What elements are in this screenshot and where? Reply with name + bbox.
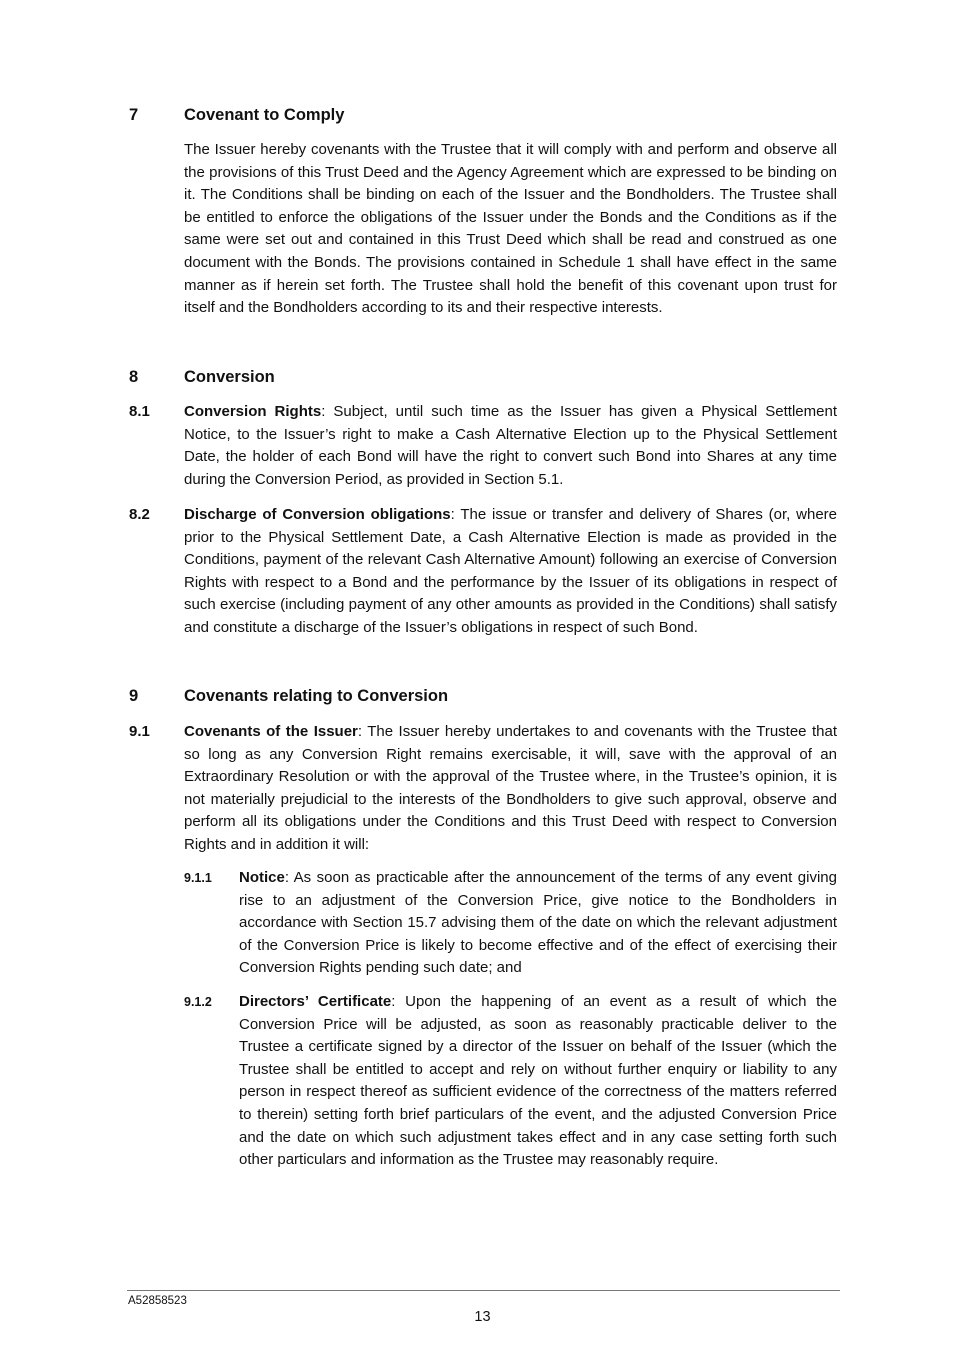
clause-lead: Directors’ Certificate xyxy=(239,993,392,1010)
clause-text: : The issue or transfer and delivery of Shares (or, where prior to the Physical Settlement Date, a Cash Alternative Election is made as provided in the Conditions, payment of the relevant Cash Alternative Amount) following an exercise of Conversion Rights with respect to a Bond and the performance by the Issuer of its obligations in respect of such exercise (including payment of any other amounts as provided in the Conditions) shall satisfy and constitute a discharge of the Issuer’s obligations in respect of such Bond. xyxy=(184,506,837,636)
subclause-9-1-2-body xyxy=(239,991,837,1172)
clause-8-2-number: 8.2 xyxy=(129,506,150,523)
clause-lead: Notice xyxy=(239,869,285,886)
subclause-9-1-1-number: 9.1.1 xyxy=(184,871,212,885)
section-7-body xyxy=(184,139,837,320)
clause-text: : Subject, until such time as the Issuer has given a Physical Settlement Notice, to the Issuer’s right to make a Cash Alternative Election up to the Physical Settlement Date, the holder of each Bond will have the right to convert such Bond into Shares at any time during the Conversion Period, as provided in Section 5.1. xyxy=(184,403,837,488)
footer-divider xyxy=(127,1290,840,1291)
subclause-9-1-1-body xyxy=(239,867,837,980)
clause-text: : As soon as practicable after the announcement of the terms of any event giving rise to an adjustment of the Conversion Price, give notice to the Bondholders in accordance with Section 15.7 advising them of the date on which the relevant adjustment of the Conversion Price is likely to become effective and of the effect of exercising their Conversion Rights pending such date; and xyxy=(239,869,837,977)
paragraph-text: The Issuer hereby covenants with the Trustee that it will comply with and perform and observe all the provisions of this Trust Deed and the Agency Agreement which are expressed to be binding on it. The Conditions shall be binding on each of the Issuer and the Bondholders. The Trustee shall be entitled to enforce the obligations of the Issuer under the Bonds and the Conditions as if the same were set out and contained in this Trust Deed which shall be read and construed as one document with the Bonds. The provisions contained in Schedule 1 shall have effect in the same manner as if herein set forth. The Trustee shall hold the benefit of this covenant upon trust for itself and the Bondholders according to its and their respective interests. xyxy=(184,141,837,317)
section-number: 7 xyxy=(129,106,139,124)
clause-text: : Upon the happening of an event as a result of which the Conversion Price will be adjusted, as soon as reasonably practicable deliver to the Trustee a certificate signed by a director of the Issuer on behalf of the Issuer (which the Trustee shall be entitled to accept and rely on without further enquiry or liability to any person in respect thereof as sufficient evidence of the correctness of the matters referred to therein) setting forth brief particulars of the event, and the adjusted Conversion Price and the date on which such adjustment takes effect and in any case setting forth such other particulars and information as the Trustee may reasonably require. xyxy=(239,993,837,1169)
clause-8-1-number: 8.1 xyxy=(129,403,150,420)
section-title: Covenants relating to Conversion xyxy=(184,687,449,705)
clause-lead: Discharge of Conversion obligations xyxy=(184,506,451,523)
clause-9-1-number: 9.1 xyxy=(129,723,150,740)
page-number: 13 xyxy=(474,1309,491,1325)
section-number: 8 xyxy=(129,368,139,386)
clause-lead: Conversion Rights xyxy=(184,403,322,420)
clause-9-1-body xyxy=(184,721,837,857)
section-number: 9 xyxy=(129,687,139,705)
document-reference: A52858523 xyxy=(128,1295,187,1307)
section-title: Conversion xyxy=(184,368,275,386)
clause-8-2-body xyxy=(184,504,837,640)
clause-8-1-body xyxy=(184,401,837,491)
section-title: Covenant to Comply xyxy=(184,106,345,124)
clause-lead: Covenants of the Issuer xyxy=(184,723,358,740)
subclause-9-1-2-number: 9.1.2 xyxy=(184,995,212,1009)
clause-text: : The Issuer hereby undertakes to and covenants with the Trustee that so long as any Conversion Right remains exercisable, it will, save with the approval of an Extraordinary Resolution or with the approval of the Trustee where, in the Trustee’s opinion, it is not materially prejudicial to the interests of the Bondholders to give such approval, observe and perform all its obligations under the Conditions and this Trust Deed with respect to Conversion Rights and in addition it will: xyxy=(184,723,837,853)
